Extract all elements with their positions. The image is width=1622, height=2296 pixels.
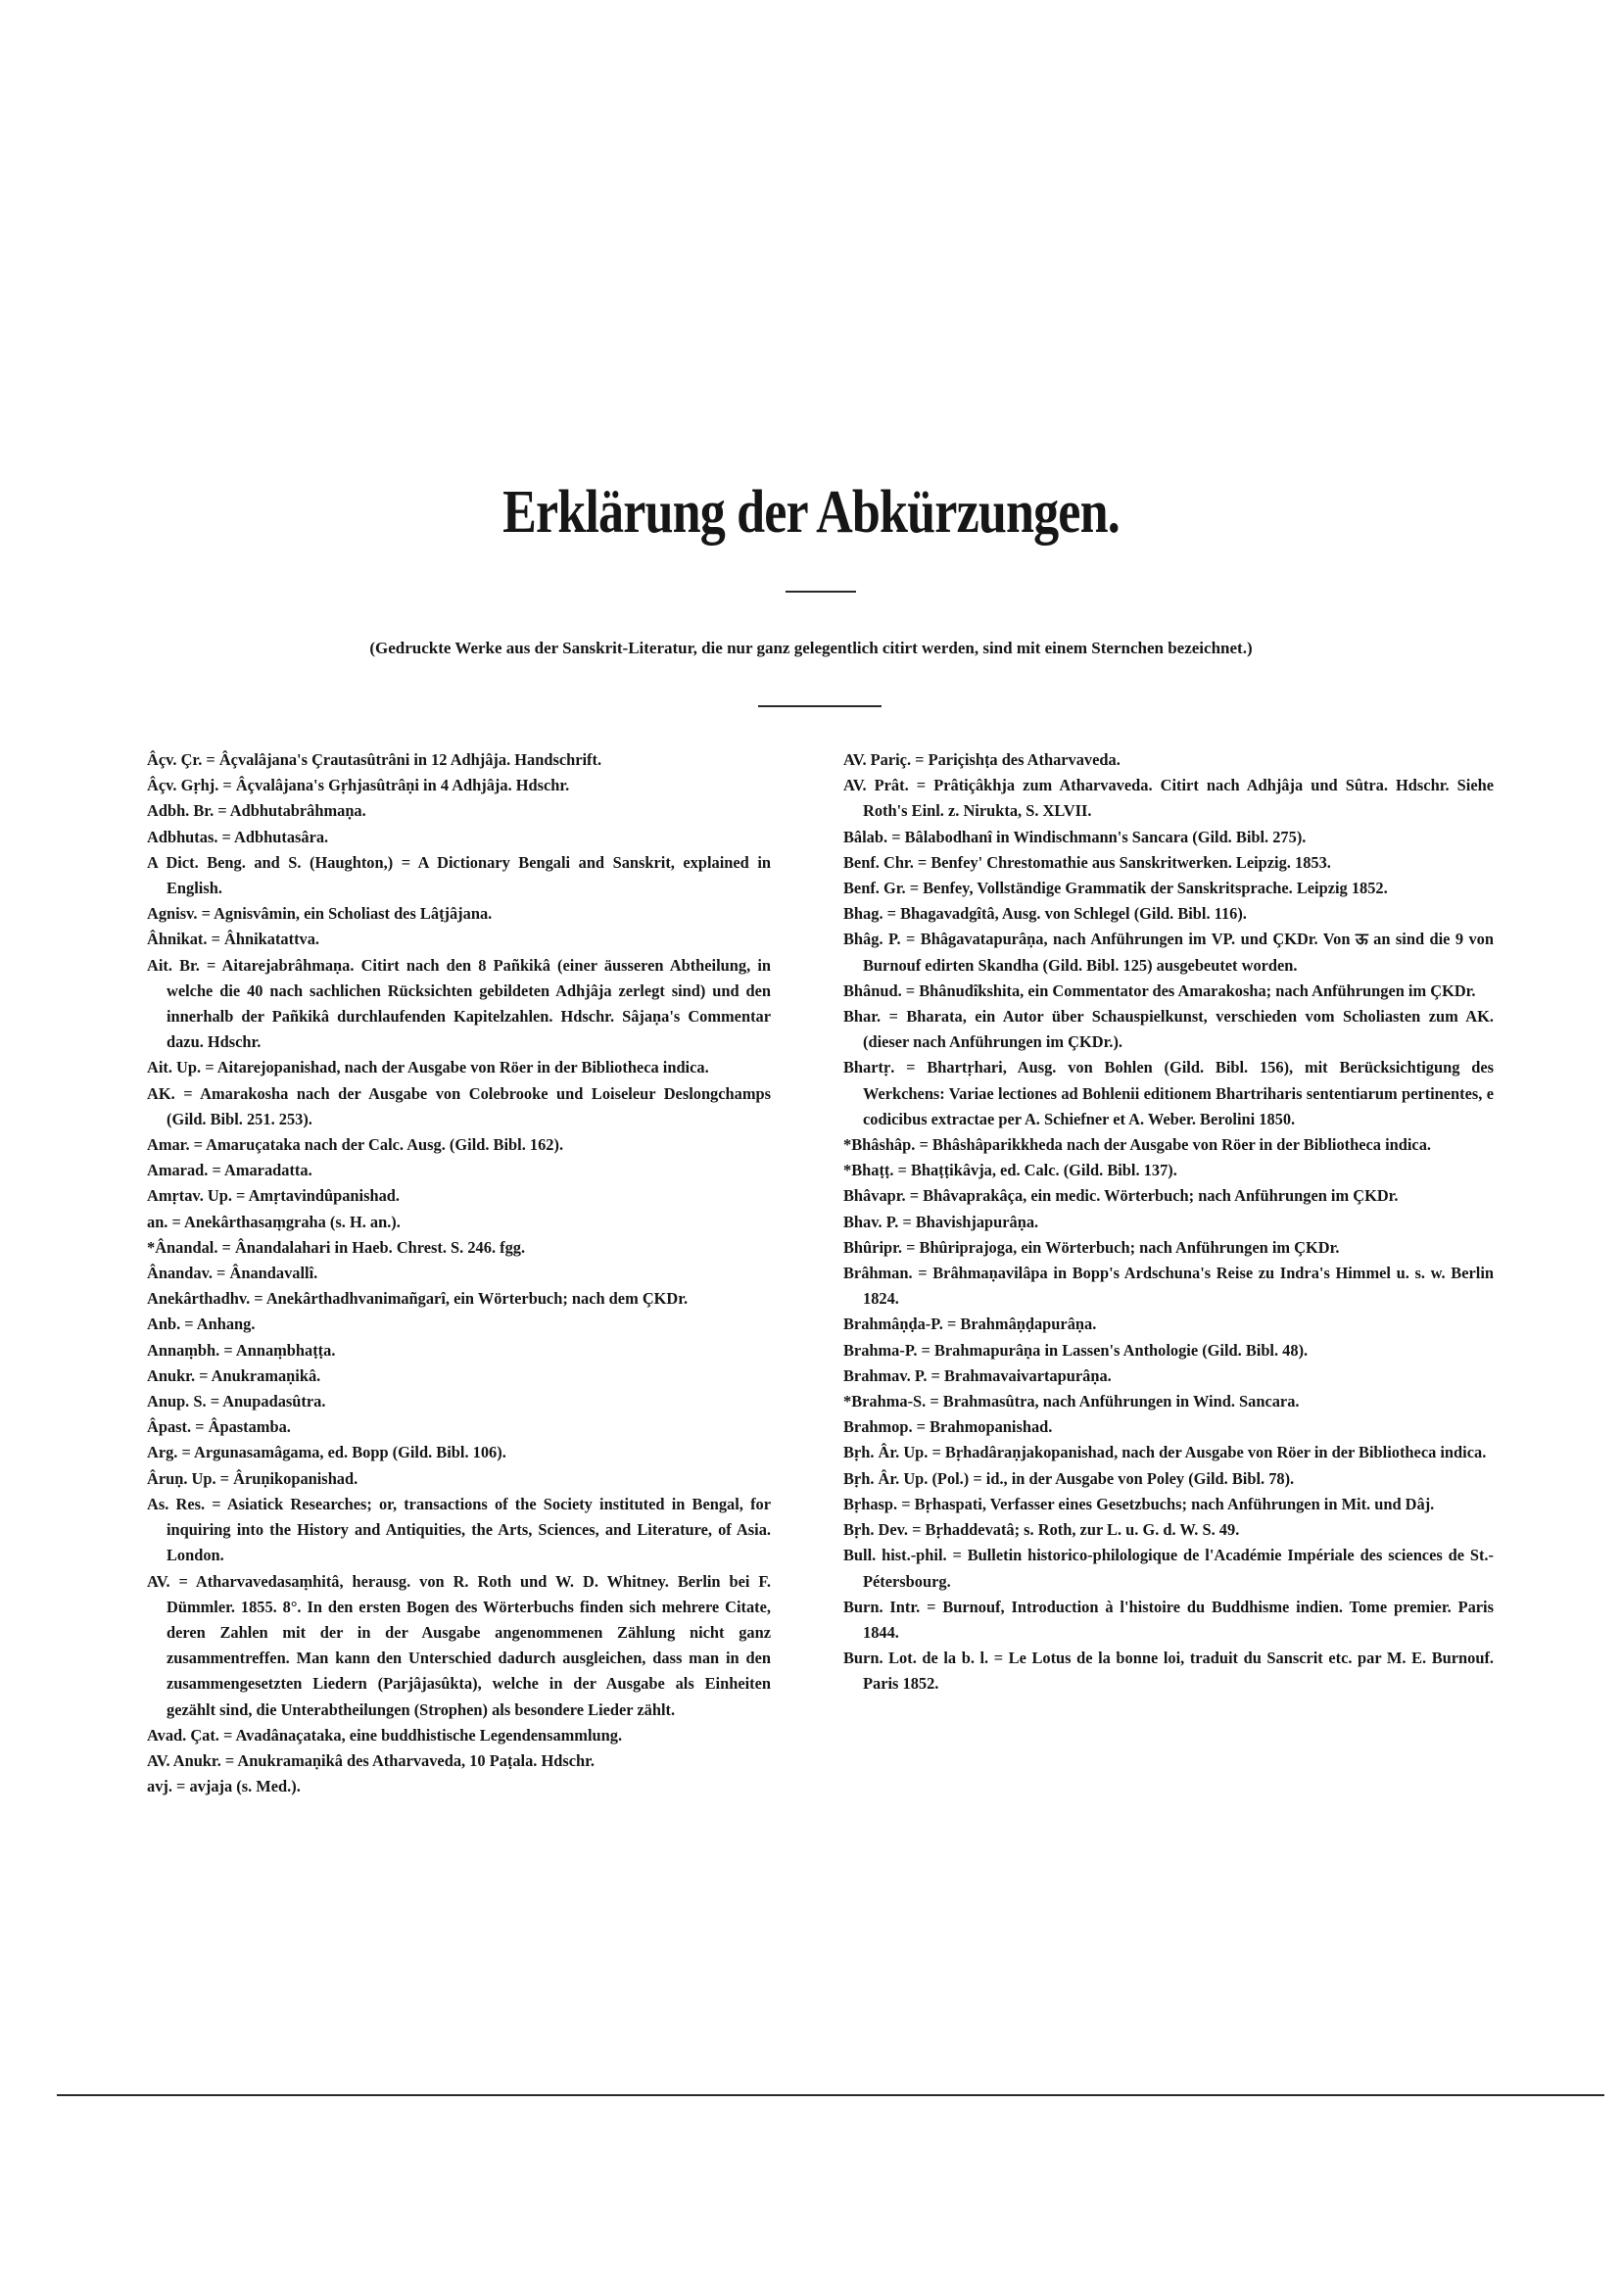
abbreviation-entry: Bhav. P. = Bhavishjapurâṇa. (843, 1212, 1039, 1231)
abbreviation-entry: *Brahma-S. = Brahmasûtra, nach Anführungen in Wind. Sancara. (843, 1392, 1300, 1411)
abbreviation-entry: Brahmâṇḍa-P. = Brahmâṇḍapurâṇa. (843, 1315, 1097, 1334)
abbreviation-entry: an. = Anekârthasaṃgraha (s. H. an.). (147, 1212, 401, 1231)
bottom-rule (57, 2094, 1604, 2096)
abbreviation-entry: Bṛhasp. = Bṛhaspati, Verfasser eines Gesetzbuchs; nach Anführungen in Mit. und Dâj. (843, 1494, 1435, 1513)
abbreviation-entry: Bhûripr. = Bhûriprajoga, ein Wörterbuch; nach Anführungen im ÇKDr. (843, 1237, 1340, 1257)
abbreviation-entry: avj. = avjaja (s. Med.). (147, 1777, 301, 1796)
abbreviation-entry: Bhartṛ. = Bhartṛhari, Ausg. von Bohlen (Gild. Bibl. 156), mit Berücksichtigung des Werkchens: Variae lectiones ad Bohlenii editionem Bhartriharis sententiarum pertinentes, e codicibus extractae per A. Schiefner et A. Weber. Berolini 1850. (843, 1058, 1494, 1128)
abbreviation-entry: Avad. Çat. = Avadânaçataka, eine buddhistische Legendensammlung. (147, 1725, 623, 1745)
abbreviation-entry: AV. Prât. = Prâtiçâkhja zum Atharvaveda. Citirt nach Adhjâja und Sûtra. Hdschr. Siehe Roth's Einl. z. Nirukta, S. XLVII. (843, 776, 1494, 821)
abbreviation-entry: Brâhman. = Brâhmaṇavilâpa in Bopp's Ardschuna's Reise zu Indra's Himmel u. s. w. Berlin 1824. (843, 1264, 1494, 1309)
abbreviation-entry: Brahmav. P. = Brahmavaivartapurâṇa. (843, 1365, 1112, 1385)
abbreviations-left-column (147, 747, 771, 1799)
abbreviation-entry: AV. Pariç. = Pariçishṭa des Atharvaveda. (843, 750, 1121, 769)
abbreviation-entry: Bhânud. = Bhânudîkshita, ein Commentator des Amarakosha; nach Anführungen im ÇKDr. (843, 981, 1476, 1000)
abbreviation-entry: A Dict. Beng. and S. (Haughton,) = A Dictionary Bengali and Sanskrit, explained in English. (147, 852, 771, 898)
abbreviation-entry: Âpast. = Âpastamba. (147, 1417, 291, 1437)
abbreviation-entry: Ânandav. = Ânandavallî. (147, 1264, 318, 1283)
abbreviation-entry: Bhag. = Bhagavadgîtâ, Ausg. von Schlegel (Gild. Bibl. 116). (843, 904, 1247, 924)
abbreviation-entry: Adbhutas. = Adbhutasâra. (147, 827, 329, 846)
abbreviation-entry: Bhâvapr. = Bhâvaprakâça, ein medic. Wörterbuch; nach Anführungen im ÇKDr. (843, 1186, 1399, 1206)
abbreviation-entry: Bull. hist.-phil. = Bulletin historico-philologique de l'Académie Impériale des sciences de St.-Pétersbourg. (843, 1546, 1494, 1591)
abbreviation-entry: *Ânandal. = Ânandalahari in Haeb. Chrest. S. 246. fgg. (147, 1237, 526, 1257)
abbreviation-entry: Benf. Chr. = Benfey' Chrestomathie aus Sanskritwerken. Leipzig. 1853. (843, 852, 1331, 872)
abbreviation-entry: Burn. Intr. = Burnouf, Introduction à l'histoire du Buddhisme indien. Tome premier. Paris 1844. (843, 1597, 1494, 1642)
abbreviation-entry: Bâlab. = Bâlabodhanî in Windischmann's Sancara (Gild. Bibl. 275). (843, 827, 1307, 846)
abbreviation-entry: Amṛtav. Up. = Amṛtavindûpanishad. (147, 1186, 400, 1206)
abbreviation-entry: Âruṇ. Up. = Âruṇikopanishad. (147, 1468, 358, 1488)
abbreviation-entry: Anb. = Anhang. (147, 1315, 256, 1334)
abbreviation-entry: Bṛh. Âr. Up. = Bṛhadâraṇjakopanishad, nach der Ausgabe von Röer in der Bibliotheca indica. (843, 1443, 1487, 1462)
abbreviation-entry: Anukr. = Anukramaṇikâ. (147, 1365, 321, 1385)
abbreviation-entry: AV. Anukr. = Anukramaṇikâ des Atharvaveda, 10 Paṭala. Hdschr. (147, 1750, 596, 1770)
abbreviation-entry: AV. = Atharvavedasaṃhitâ, herausg. von R. Roth und W. D. Whitney. Berlin bei F. Dümmler. 1855. 8°. In den ersten Bogen des Wörterbuchs finden sich mehrere Citate, deren Zahlen mit der in der Ausgabe angenommenen Zählung nicht ganz zusammentreffen. Man kann den Unterschied dadurch ausgleichen, dass man in den zusammengesetzten Liedern (Parjâjasûkta), welche in der Ausgabe als Einheiten gezählt sind, die Unterabtheilungen (Strophen) als besondere Lieder zählt. (147, 1571, 771, 1719)
abbreviation-entry: Bhâg. P. = Bhâgavatapurâṇa, nach Anführungen im VP. und ÇKDr. Von ऊ an sind die 9 von Burnouf edirten Skandha (Gild. Bibl. 125) ausgebeutet worden. (843, 930, 1494, 975)
abbreviation-entry: Adbh. Br. = Adbhutabrâhmaṇa. (147, 801, 366, 821)
abbreviation-entry: Ait. Up. = Aitarejopanishad, nach der Ausgabe von Röer in der Bibliotheca indica. (147, 1058, 709, 1077)
abbreviation-entry: *Bhâshâp. = Bhâshâparikkheda nach der Ausgabe von Röer in der Bibliotheca indica. (843, 1135, 1432, 1155)
abbreviation-entry: Amar. = Amaruçataka nach der Calc. Ausg. (Gild. Bibl. 162). (147, 1135, 564, 1155)
page-subtitle: (Gedruckte Werke aus der Sanskrit-Literatur, die nur ganz gelegentlich citirt werden, sind mit einem Sternchen bezeichnet.) (369, 639, 1253, 657)
abbreviation-entry: Bṛh. Âr. Up. (Pol.) = id., in der Ausgabe von Poley (Gild. Bibl. 78). (843, 1468, 1295, 1488)
title-divider (786, 591, 856, 593)
abbreviation-entry: Anup. S. = Anupadasûtra. (147, 1392, 326, 1411)
abbreviation-entry: Burn. Lot. de la b. l. = Le Lotus de la bonne loi, traduit du Sanscrit etc. par M. E. Burnouf. Paris 1852. (843, 1649, 1494, 1694)
abbreviation-entry: Arg. = Argunasamâgama, ed. Bopp (Gild. Bibl. 106). (147, 1443, 506, 1462)
abbreviation-entry: Agnisv. = Agnisvâmin, ein Scholiast des Lâṭjâjana. (147, 904, 493, 924)
abbreviation-entry: Amarad. = Amaradatta. (147, 1161, 312, 1180)
abbreviation-entry: Ait. Br. = Aitarejabrâhmaṇa. Citirt nach den 8 Pañkikâ (einer äusseren Abtheilung, in welche die 40 nach sachlichen Rücksichten gebildeten Adhjâja zerlegt sind) und den innerhalb der Pañkikâ durchlaufenden Kapitelzahlen. Hdschr. Sâjaṇa's Commentar dazu. Hdschr. (147, 955, 771, 1052)
abbreviation-entry: AK. = Amarakosha nach der Ausgabe von Colebrooke und Loiseleur Deslongchamps (Gild. Bibl. 251. 253). (147, 1083, 771, 1128)
abbreviation-entry: Anekârthadhv. = Anekârthadhvanimañgarî, ein Wörterbuch; nach dem ÇKDr. (147, 1289, 689, 1309)
page-title: Erklärung der Abkürzungen. (502, 479, 1120, 546)
abbreviations-right-column (843, 747, 1494, 1698)
abbreviation-entry: As. Res. = Asiatick Researches; or, transactions of the Society instituted in Bengal, for inquiring into the History and Antiquities, the Arts, Sciences, and Literature, of Asia. London. (147, 1494, 771, 1565)
abbreviation-entry: *Bhaṭṭ. = Bhaṭṭikâvja, ed. Calc. (Gild. Bibl. 137). (843, 1161, 1177, 1180)
abbreviation-entry: Âçv. Çr. = Âçvalâjana's Çrautasûtrâni in 12 Adhjâja. Handschrift. (147, 750, 602, 769)
abbreviation-entry: Annaṃbh. = Annaṃbhaṭṭa. (147, 1340, 336, 1360)
abbreviation-entry: Âhnikat. = Âhnikatattva. (147, 930, 320, 949)
abbreviation-entry: Brahma-P. = Brahmapurâṇa in Lassen's Anthologie (Gild. Bibl. 48). (843, 1340, 1309, 1360)
abbreviation-entry: Bhar. = Bharata, ein Autor über Schauspielkunst, verschieden vom Scholiasten zum AK. (dieser nach Anführungen im ÇKDr.). (843, 1007, 1494, 1052)
abbreviation-entry: Brahmop. = Brahmopanishad. (843, 1417, 1053, 1437)
abbreviation-entry: Bṛh. Dev. = Bṛhaddevatâ; s. Roth, zur L. u. G. d. W. S. 49. (843, 1520, 1240, 1540)
abbreviation-entry: Benf. Gr. = Benfey, Vollständige Grammatik der Sanskritsprache. Leipzig 1852. (843, 879, 1388, 898)
abbreviation-entry: Âçv. Gṛhj. = Âçvalâjana's Gṛhjasûtrâṇi in 4 Adhjâja. Hdschr. (147, 776, 570, 795)
subtitle-divider (758, 705, 882, 707)
